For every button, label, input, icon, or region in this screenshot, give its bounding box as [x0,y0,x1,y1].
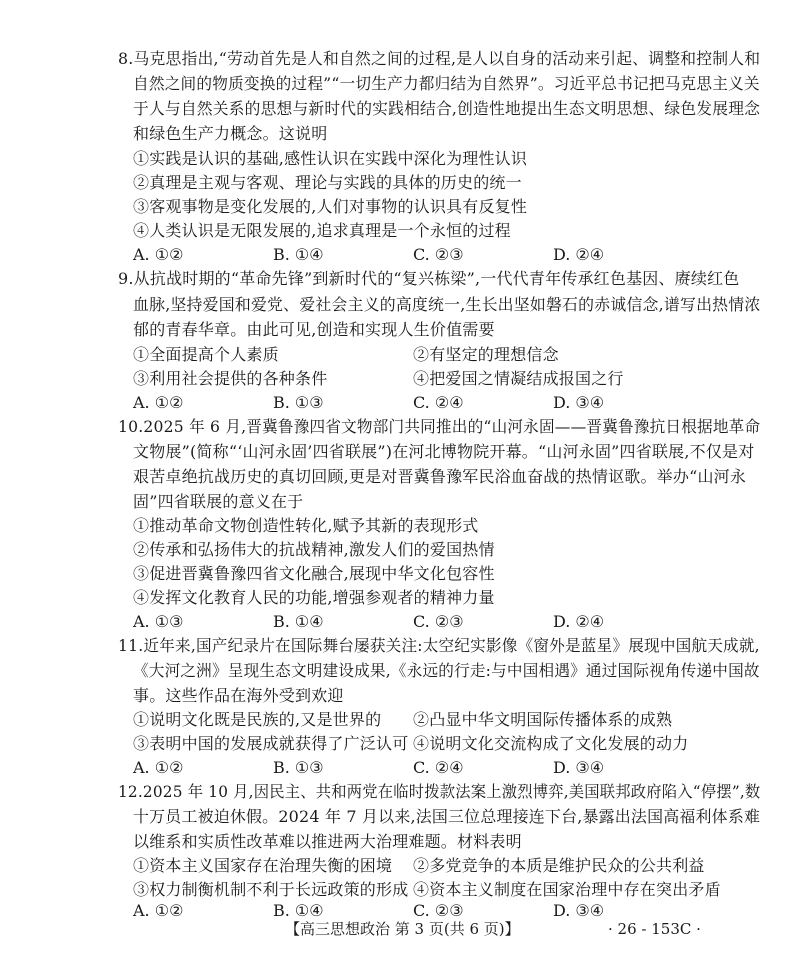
question-stem-line: 于人与自然关系的思想与新时代的实践相结合,创造性地提出生态文明思想、绿色发展理念 [133,99,761,118]
statement: ①资本主义国家存在治理失衡的困境 [133,856,393,875]
choice-d: D. ③④ [553,393,605,412]
choice-c: C. ②④ [413,393,464,412]
question-stem-line: 血脉,坚持爱国和爱党、爱社会主义的高度统一,生长出坚如磐石的赤诚信念,谱写出热情浓 [133,295,761,314]
question-stem-line: 和绿色生产力概念。这说明 [133,124,328,143]
choice-b: B. ①③ [273,758,324,777]
question-stem-line: 8.马克思指出,“劳动首先是人和自然之间的过程,是人以自身的活动来引起、调整和控制人和 [118,49,761,68]
choice-d: D. ③④ [553,901,605,920]
statement: ③权力制衡机制不利于长远政策的形成 [133,880,409,899]
statement: ②传承和弘扬伟大的抗战精神,激发人们的爱国热情 [133,540,495,559]
question-stem-line: 《大河之洲》呈现生态文明建设成果,《永远的行走:与中国相遇》通过国际视角传递中国故 [133,661,760,680]
choice-c: C. ②③ [413,245,464,264]
page-footer-code: · 26 - 153C · [608,920,701,938]
question-stem-line: 自然之间的物质变换的过程”“一切生产力都归结为自然界”。习近平总书记把马克思主义关 [133,74,760,93]
choice-b: B. ①③ [273,393,324,412]
question-stem-line: 郁的青春华章。由此可见,创造和实现人生价值需要 [133,320,495,339]
question-stem-line: 10.2025 年 6 月,晋冀鲁豫四省文物部门共同推出的“山河永固——晋冀鲁豫抗日根据地革命 [118,417,761,436]
statement: ④发挥文化教育人民的功能,增强参观者的精神力量 [133,588,495,607]
question-stem-line: 固”四省联展的意义在于 [133,492,304,511]
statement: ②真理是主观与客观、理论与实践的具体的历史的统一 [133,173,522,192]
choice-a: A. ①② [133,901,184,920]
question-stem-line: 12.2025 年 10 月,因民主、共和两党在临时拨款法案上激烈博弈,美国联邦政府陷入“停摆”,数 [118,782,761,801]
question-stem-line: 十万员工被迫休假。2024 年 7 月以来,法国三位总理接连下台,暴露出法国高福利体系难 [133,807,761,826]
choice-b: B. ①④ [273,612,324,631]
choice-b: B. ①④ [273,245,324,264]
statement: ③促进晋冀鲁豫四省文化融合,展现中华文化包容性 [133,564,495,583]
statement: ③客观事物是变化发展的,人们对事物的认识具有反复性 [133,197,528,216]
statement: ①说明文化既是民族的,又是世界的 [133,710,382,729]
choice-d: D. ②④ [553,612,605,631]
statement: ①全面提高个人素质 [133,345,279,364]
statement: ②多党竞争的本质是维护民众的公共利益 [413,856,705,875]
question-stem-line: 9.从抗战时期的“革命先锋”到新时代的“复兴栋梁”,一代代青年传承红色基因、赓续红色 [118,269,740,288]
statement: ②有坚定的理想信念 [413,345,559,364]
statement: ④说明文化交流构成了文化发展的动力 [413,734,689,753]
statement: ④人类认识是无限发展的,追求真理是一个永恒的过程 [133,221,511,240]
statement: ③表明中国的发展成就获得了广泛认可 [133,734,409,753]
choice-a: A. ①② [133,245,184,264]
statement: ①推动革命文物创造性转化,赋予其新的表现形式 [133,516,479,535]
choice-d: D. ③④ [553,758,605,777]
statement: ①实践是认识的基础,感性认识在实践中深化为理性认识 [133,149,528,168]
question-stem-line: 文物展”(简称“‘山河永固’四省联展”)在河北博物院开幕。“山河永固”四省联展,不仅是对 [133,442,755,461]
statement: ③利用社会提供的各种条件 [133,369,328,388]
choice-a: A. ①③ [133,612,184,631]
question-stem-line: 11.近年来,国产纪录片在国际舞台屡获关注:太空纪实影像《窗外是蓝星》展现中国航天成就, [118,636,760,655]
choice-c: C. ②④ [413,758,464,777]
choice-a: A. ①② [133,758,184,777]
choice-a: A. ①② [133,393,184,412]
statement: ②凸显中华文明国际传播体系的成熟 [413,710,673,729]
page-footer-label: 【高三思想政治 第 3 页(共 6 页)】 [285,920,520,938]
choice-d: D. ②④ [553,245,605,264]
question-stem-line: 以维系和实质性改革难以推进两大治理难题。材料表明 [133,832,522,851]
question-stem-line: 事。这些作品在海外受到欢迎 [133,686,344,705]
choice-c: C. ②③ [413,901,464,920]
statement: ④把爱国之情凝结成报国之行 [413,369,624,388]
question-stem-line: 艰苦卓绝抗战历史的真切回顾,更是对晋冀鲁豫军民浴血奋战的热情讴歌。举办“山河永 [133,467,747,486]
choice-b: B. ①④ [273,901,324,920]
statement: ④资本主义制度在国家治理中存在突出矛盾 [413,880,721,899]
choice-c: C. ②③ [413,612,464,631]
